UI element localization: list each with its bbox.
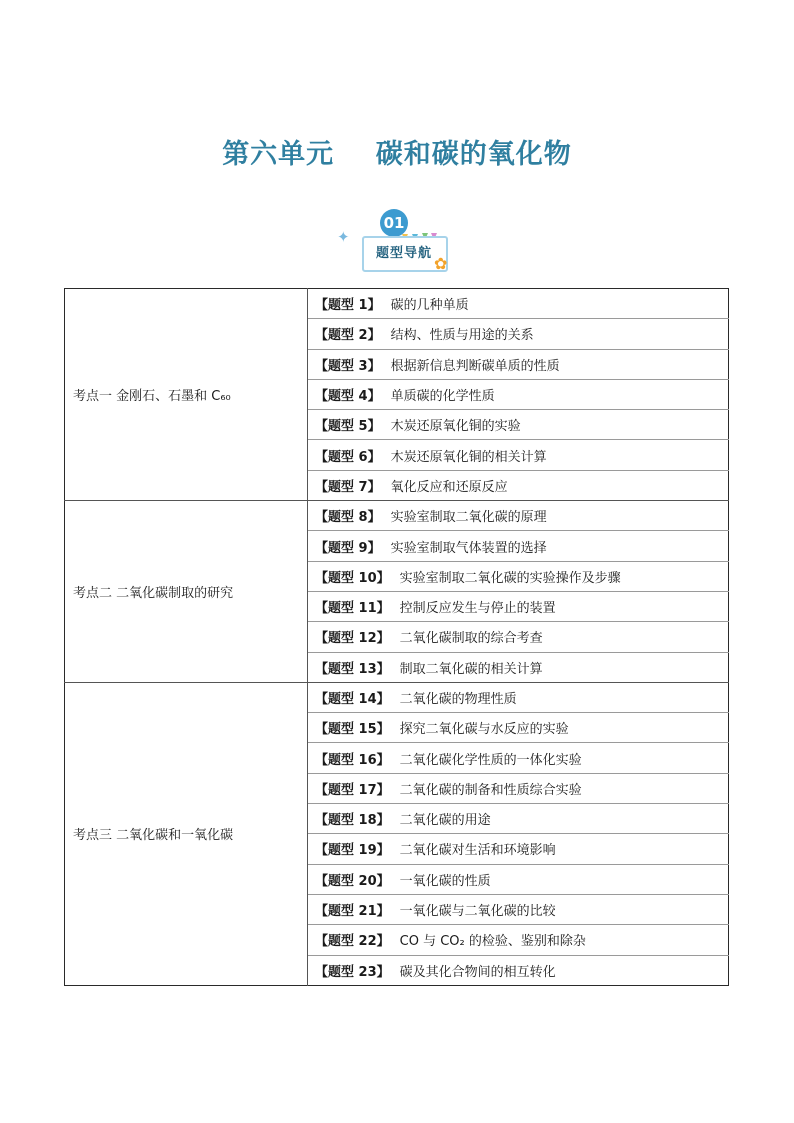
question-type-cell — [308, 440, 729, 470]
question-type-cell — [308, 804, 729, 834]
question-type-text: 一氧化碳与二氧化碳的比较 — [399, 904, 556, 920]
question-type-tag: 【题型 7】 — [315, 479, 381, 495]
topic-cell: 考点二 二氧化碳制取的研究 — [65, 501, 308, 683]
question-type-text: CO 与 CO₂ 的检验、鉴别和除杂 — [399, 934, 586, 950]
page-title: 第六单元 碳和碳的氧化物 — [222, 139, 572, 170]
question-type-cell — [308, 864, 729, 894]
question-type-text: 制取二氧化碳的相关计算 — [399, 661, 543, 677]
question-type-cell — [308, 531, 729, 561]
topic-cell: 考点三 二氧化碳和一氧化碳 — [65, 682, 308, 985]
sunflower-icon: ✿ — [434, 254, 448, 273]
question-type-tag: 【题型 2】 — [315, 328, 381, 344]
question-type-table — [64, 288, 729, 986]
question-type-tag: 【题型 12】 — [315, 631, 390, 647]
question-type-text: 实验室制取二氧化碳的实验操作及步骤 — [399, 570, 621, 586]
question-type-tag: 【题型 1】 — [315, 298, 381, 314]
question-type-tag: 【题型 9】 — [315, 540, 381, 556]
question-type-tag: 【题型 19】 — [315, 843, 390, 859]
question-type-text: 根据新信息判断碳单质的性质 — [390, 358, 560, 374]
question-type-cell — [308, 955, 729, 985]
question-type-text: 一氧化碳的性质 — [399, 873, 491, 889]
question-type-tag: 【题型 16】 — [315, 752, 390, 768]
question-type-cell — [308, 773, 729, 803]
question-type-text: 二氧化碳制取的综合考查 — [399, 631, 543, 647]
question-type-cell — [308, 561, 729, 591]
question-type-cell — [308, 591, 729, 621]
question-type-tag: 【题型 6】 — [315, 449, 381, 465]
question-type-text: 探究二氧化碳与水反应的实验 — [399, 722, 569, 738]
question-type-tag: 【题型 21】 — [315, 904, 390, 920]
question-type-tag: 【题型 3】 — [315, 358, 381, 374]
question-type-text: 二氧化碳对生活和环境影响 — [399, 843, 556, 859]
question-type-text: 实验室制取二氧化碳的原理 — [390, 510, 547, 526]
question-type-text: 二氧化碳的用途 — [399, 813, 491, 829]
question-type-text: 二氧化碳的制备和性质综合实验 — [399, 782, 582, 798]
question-type-text: 碳的几种单质 — [390, 298, 469, 314]
star-icon: ✦ — [337, 228, 350, 246]
question-type-text: 木炭还原氧化铜的实验 — [390, 419, 521, 435]
question-type-tag: 【题型 4】 — [315, 389, 381, 405]
question-type-text: 木炭还原氧化铜的相关计算 — [390, 449, 547, 465]
question-type-tag: 【题型 8】 — [315, 510, 381, 526]
question-type-cell — [308, 622, 729, 652]
question-type-text: 二氧化碳的物理性质 — [399, 692, 517, 707]
question-type-cell — [308, 410, 729, 440]
question-type-tag: 【题型 23】 — [315, 964, 390, 980]
table-row — [65, 682, 729, 712]
question-type-cell — [308, 501, 729, 531]
question-type-cell — [308, 379, 729, 409]
question-type-tag: 【题型 17】 — [315, 782, 390, 798]
question-type-cell — [308, 834, 729, 864]
question-type-tag: 【题型 20】 — [315, 873, 390, 889]
question-type-cell — [308, 743, 729, 773]
question-type-tag: 【题型 11】 — [315, 601, 390, 617]
table-row — [65, 289, 729, 319]
section-number: 01 — [380, 209, 408, 237]
question-type-cell — [308, 289, 729, 319]
question-type-cell — [308, 894, 729, 924]
question-type-text: 实验室制取气体装置的选择 — [390, 540, 547, 556]
question-type-tag: 【题型 5】 — [315, 419, 381, 435]
question-type-text: 结构、性质与用途的关系 — [390, 328, 534, 344]
topic-cell: 考点一 金刚石、石墨和 C₆₀ — [65, 289, 308, 501]
question-type-cell — [308, 713, 729, 743]
question-type-text: 氧化反应和还原反应 — [390, 479, 508, 495]
section-badge — [334, 206, 456, 278]
question-type-tag: 【题型 10】 — [315, 570, 390, 586]
question-type-text: 二氧化碳化学性质的一体化实验 — [399, 752, 582, 768]
question-type-tag: 【题型 13】 — [315, 661, 390, 677]
question-type-cell — [308, 470, 729, 500]
table-row — [65, 501, 729, 531]
question-type-text: 控制反应发生与停止的装置 — [399, 601, 556, 617]
question-type-cell — [308, 682, 729, 712]
question-type-cell — [308, 652, 729, 682]
question-type-cell — [308, 319, 729, 349]
section-label: 题型导航 — [375, 246, 432, 261]
question-type-tag: 【题型 14】 — [315, 692, 390, 707]
question-type-cell — [308, 925, 729, 955]
question-type-tag: 【题型 15】 — [315, 722, 390, 738]
question-type-text: 单质碳的化学性质 — [390, 389, 495, 405]
question-type-tag: 【题型 22】 — [315, 934, 390, 950]
question-type-cell — [308, 349, 729, 379]
question-type-text: 碳及其化合物间的相互转化 — [399, 964, 556, 980]
question-type-tag: 【题型 18】 — [315, 813, 390, 829]
